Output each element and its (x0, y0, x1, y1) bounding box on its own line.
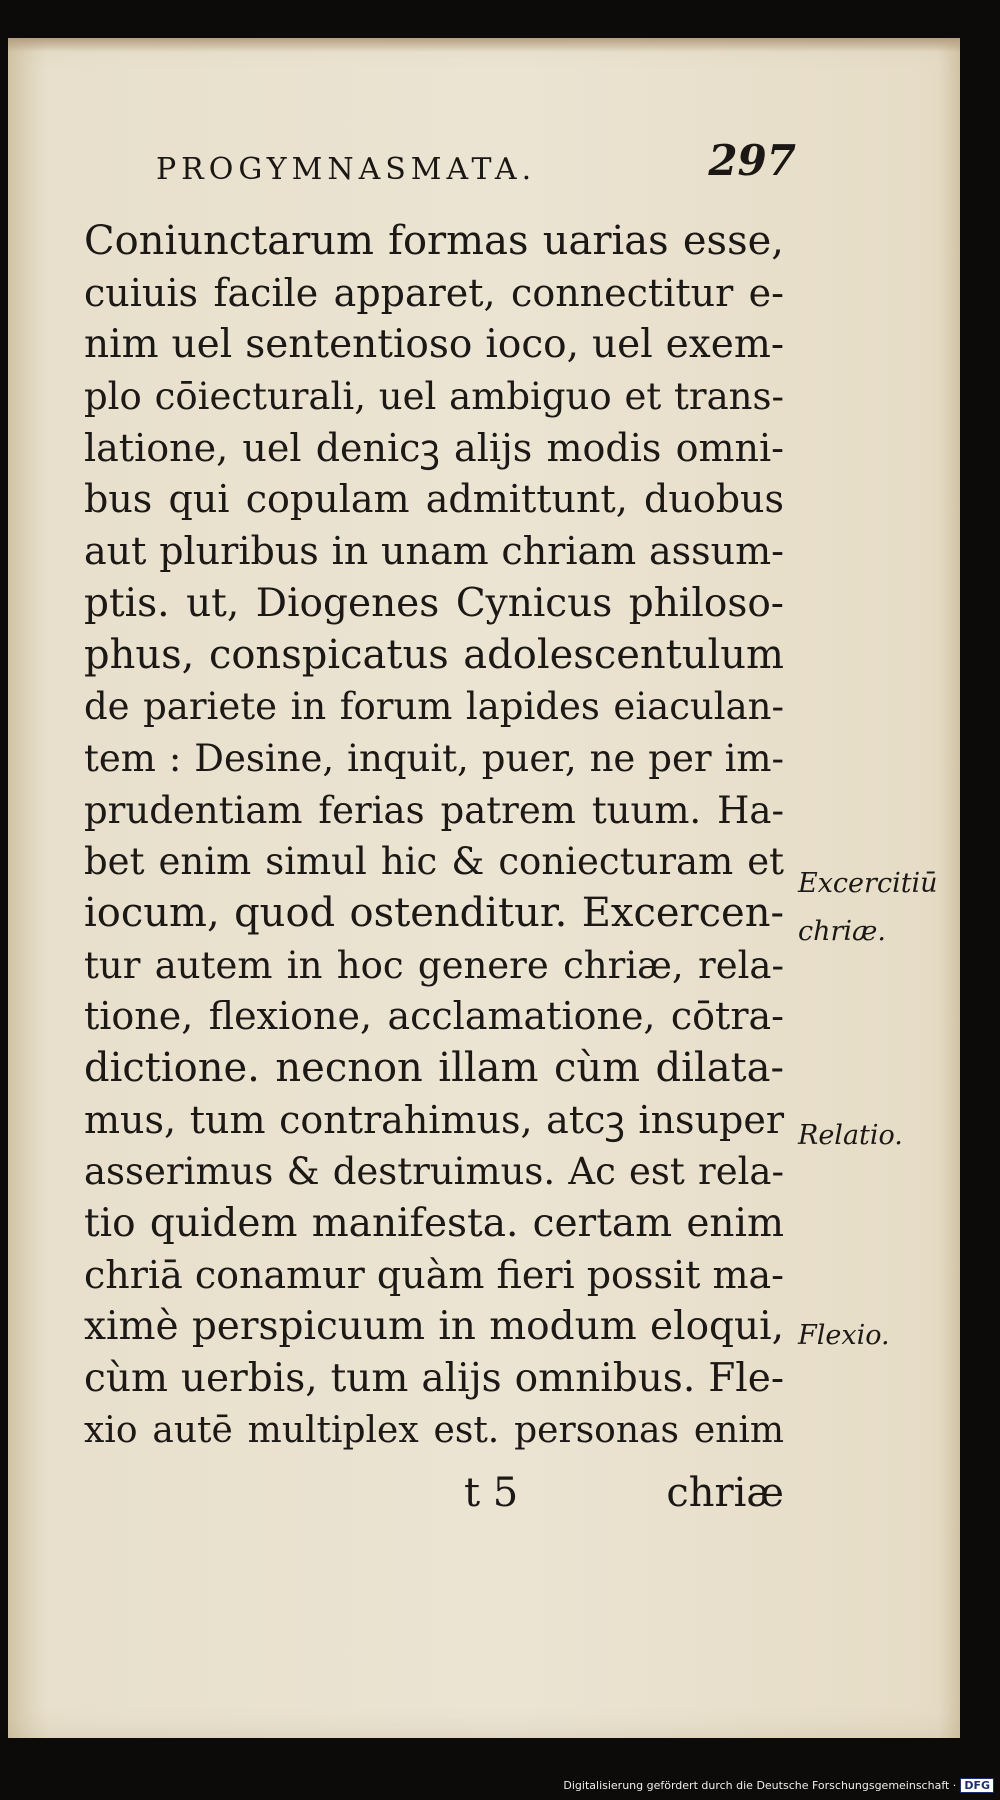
margin-note-flexio: Flexio. (798, 1320, 890, 1351)
text-line: de pariete in forum lapides eiaculan- (84, 685, 784, 729)
text-line: cùm uerbis, tum alijs omnibus. Fle- (84, 1356, 784, 1402)
text-line: ptis. ut, Diogenes Cynicus philoso- (84, 580, 784, 626)
text-line: Coniunctarum formas uarias esse, (84, 218, 784, 264)
text-line: chriā conamur quàm fieri possit ma- (84, 1252, 784, 1297)
scan-credit (563, 1778, 994, 1798)
text-line: aut pluribus in unam chriam assum- (84, 529, 784, 574)
text-line: asserimus & destruimus. Ac est rela- (84, 1150, 784, 1194)
text-line: bet enim simul hic & coniecturam et (84, 840, 784, 884)
text-line: nim uel sententioso ioco, uel exem- (84, 322, 784, 368)
margin-note-excercitium: Excercitiū (798, 868, 938, 899)
text-line: bus qui copulam admittunt, duobus (84, 477, 784, 522)
text-line: phus, conspicatus adolescentulum (84, 631, 784, 678)
text-line: cuiuis facile apparet, connectitur e- (84, 270, 784, 315)
text-line: mus, tum contrahimus, atcꝫ insuper (84, 1097, 784, 1142)
running-title: PROGYMNASMATA. (156, 152, 537, 187)
text-line: xio autē multiplex est. personas enim (84, 1409, 784, 1451)
margin-notes (798, 38, 968, 1738)
signature-mark: t 5 (464, 1470, 519, 1516)
text-line: tem : Desine, inquit, puer, ne per im- (84, 736, 784, 780)
margin-note-chriae: chriæ. (798, 916, 887, 947)
text-line: tio quidem manifesta. certam enim (84, 1201, 784, 1247)
text-line: latione, uel denicꝫ alijs modis omni- (84, 425, 784, 470)
book-page (8, 38, 960, 1738)
text-line: tur autem in hoc genere chriæ, rela- (84, 943, 784, 987)
running-head (156, 134, 796, 194)
text-line: prudentiam ferias patrem tuum. Ha- (84, 788, 784, 832)
text-line: tione, flexione, acclamatione, cōtra- (84, 994, 784, 1039)
dfg-logo: DFG (960, 1778, 994, 1793)
catchword: chriæ (666, 1470, 784, 1516)
body-text (84, 216, 784, 1457)
margin-note-relatio: Relatio. (798, 1120, 903, 1151)
page-number: 297 (708, 136, 796, 185)
page-footer (84, 1470, 784, 1530)
text-line: iocum, quod ostenditur. Excercen- (84, 889, 784, 936)
text-line: dictione. necnon illam cùm dilata- (84, 1045, 784, 1091)
scan-credit-text: Digitalisierung gefördert durch die Deutsche Forschungsgemeinschaft · (563, 1779, 957, 1792)
text-line: plo cōiecturali, uel ambiguo et trans- (84, 375, 784, 419)
text-line: ximè perspicuum in modum eloqui, (84, 1304, 784, 1350)
